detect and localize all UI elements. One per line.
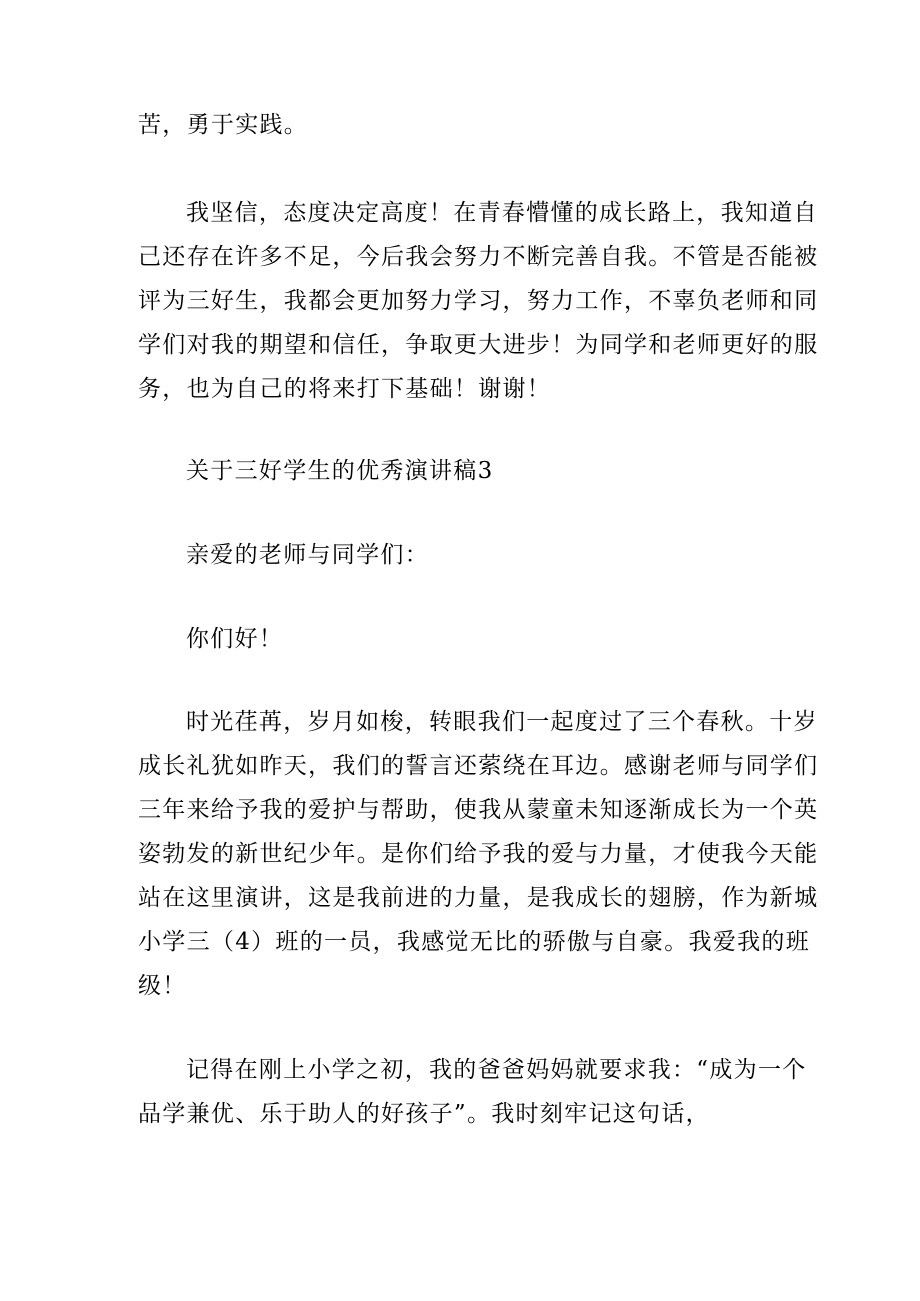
text-line: 品学兼优、乐于助人的好孩子”。我时刻牢记这句话，: [138, 1101, 710, 1127]
text-line: 己还存在许多不足，今后我会努力不断完善自我。不管是否能被: [138, 244, 819, 270]
section-title: [138, 449, 788, 493]
text-line: 务，也为自己的将来打下基础！谢谢！: [138, 376, 552, 402]
greeting-text: 你们好！: [186, 626, 284, 652]
text-line: 姿勃发的新世纪少年。是你们给予我的爱与力量，才使我今天能: [138, 841, 819, 867]
text-line: 评为三好生，我都会更加努力学习，努力工作，不辜负老师和同: [138, 288, 819, 314]
text-line: 时光荏苒，岁月如梭，转眼我们一起度过了三个春秋。十岁: [186, 709, 818, 735]
salutation: [138, 533, 788, 577]
paragraph-body: [138, 700, 819, 1008]
text-line: 成长礼犹如昨天，我们的誓言还萦绕在耳边。感谢老师与同学们: [138, 753, 819, 779]
paragraph-conclusion: [138, 191, 819, 411]
text-line: 小学三（4）班的一员，我感觉无比的骄傲与自豪。我爱我的班: [138, 929, 811, 955]
text-line: 学们对我的期望和信任，争取更大进步！为同学和老师更好的服: [138, 332, 819, 358]
salutation-text: 亲爱的老师与同学们：: [186, 542, 429, 568]
greeting: [138, 617, 788, 661]
paragraph-continuation: [138, 103, 788, 147]
text-line: 记得在刚上小学之初，我的爸爸妈妈就要求我：“成为一个: [186, 1057, 807, 1083]
text-line: 级！: [138, 973, 187, 999]
paragraph-memory: [138, 1048, 807, 1136]
text-line: 站在这里演讲，这是我前进的力量，是我成长的翅膀，作为新城: [138, 885, 819, 911]
section-title-text: 关于三好学生的优秀演讲稿3: [186, 458, 494, 484]
text-line: 我坚信，态度决定高度！在青春懵懂的成长路上，我知道自: [186, 200, 818, 226]
text-line: 苦，勇于实践。: [138, 112, 309, 138]
text-line: 三年来给予我的爱护与帮助，使我从蒙童未知逐渐成长为一个英: [138, 797, 819, 823]
